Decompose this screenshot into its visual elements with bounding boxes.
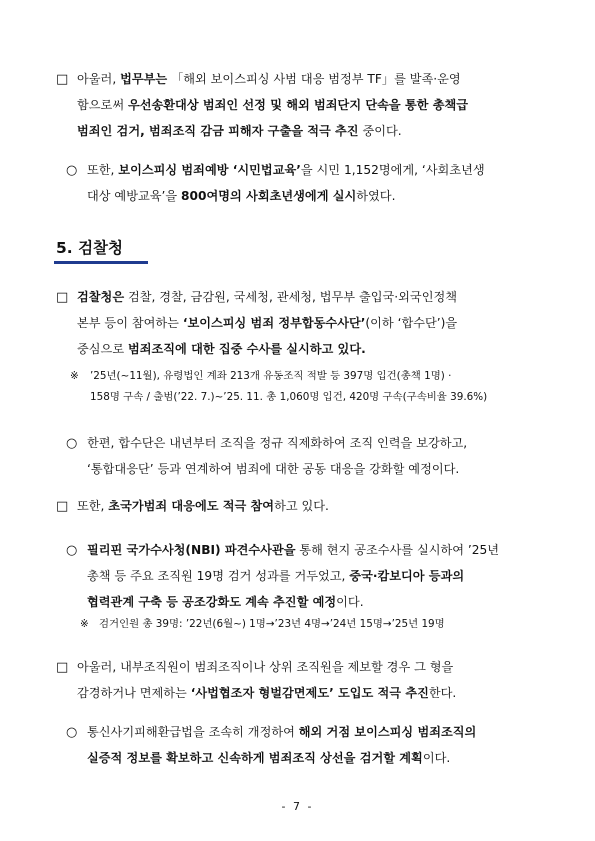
text-run: 총책 등 주요 조직원 19명 검거 성과를 거두었고,: [87, 569, 350, 583]
square-bullet-icon: □: [56, 290, 69, 305]
text-line: [87, 745, 547, 771]
text-run: 한편, 합수단은 내년부터 조직을 정규 직제화하여 조직 인력을 보강하고,: [87, 436, 468, 450]
bold-text: 보이스피싱 범죄예방 ‘시민법교육’: [118, 163, 301, 177]
text-line: [77, 336, 547, 362]
text-run: 함으로써: [77, 98, 128, 112]
text-line: [87, 183, 547, 209]
bold-text: 범죄인 검거, 범죄조직 감금 피해자 구출을 적극 추진: [77, 124, 359, 138]
section-title: 5. 검찰청: [56, 239, 123, 257]
text-run: 본부 등이 참여하는: [77, 316, 183, 330]
note-statistics: [90, 366, 550, 408]
text-run: 또한,: [87, 163, 119, 177]
text-line: [77, 310, 547, 336]
text-run: 중이다.: [358, 124, 402, 138]
text-line: [87, 719, 547, 745]
section-heading: [54, 236, 123, 262]
bold-text: 필리핀 국가수사청(NBI) 파견수사관을: [87, 543, 296, 557]
paragraph-refund-act-revision: [87, 719, 547, 771]
circle-bullet-icon: ○: [66, 163, 78, 178]
text-line: [90, 366, 550, 387]
text-run: 158명 구속 / 출범(’22. 7.)~’25. 11. 총 1,060명 입건, 420명 구속(구속비율 39.6%): [90, 391, 488, 403]
paragraph-ministry-tf: [77, 66, 547, 144]
text-run: 하고 있다.: [274, 499, 329, 513]
text-run: 이다.: [336, 595, 364, 609]
text-line: [87, 589, 547, 615]
text-run: 아울러,: [77, 72, 121, 86]
bold-text: 800여명의 사회초년생에게 실시: [181, 189, 357, 203]
bold-text: 검찰청은: [77, 290, 125, 304]
section-underline: [54, 261, 148, 264]
text-run: 아울러, 내부조직원이 범죄조직이나 상위 조직원을 제보할 경우 그 형을: [77, 660, 454, 674]
text-line: [87, 456, 547, 482]
text-run: 검찰, 경찰, 금감원, 국세청, 관세청, 법무부 출입국·외국인정책: [124, 290, 458, 304]
text-run: 대상 예방교육’을: [87, 189, 182, 203]
text-run: ’25년(~11월), 유령법인 계좌 213개 유동조직 적발 등 397명 입건(총책 1명) ·: [90, 370, 452, 382]
bold-text: 해외 거점 보이스피싱 범죄조직의: [298, 725, 477, 739]
bold-text: 중국·캄보디아 등과의: [349, 569, 465, 583]
square-bullet-icon: □: [56, 660, 69, 675]
text-line: [90, 387, 550, 408]
reference-mark-icon: ※: [70, 370, 79, 382]
square-bullet-icon: □: [56, 72, 69, 87]
text-run: 중심으로: [77, 342, 128, 356]
text-line: [77, 493, 547, 519]
bold-text: ‘보이스피싱 범죄 정부합동수사단’: [182, 316, 366, 330]
bold-text: 실증적 정보를 확보하고 신속하게 범죄조직 상선을 검거할 계획: [87, 751, 423, 765]
text-run: ‘통합대응단’ 등과 연계하여 범죄에 대한 공동 대응을 강화할 예정이다.: [87, 462, 460, 476]
bold-text: 초국가범죄 대응에도 적극 참여: [108, 499, 275, 513]
text-run: 통해 현지 공조수사를 실시하여 ’25년: [295, 543, 500, 557]
text-run: 「해외 보이스피싱 사범 대응 범정부 TF」를 발족·운영: [167, 72, 461, 86]
bold-text: 협력관계 구축 등 공조강화도 계속 추진할 예정: [87, 595, 337, 609]
text-run: 을 시민 1,152명에게, ‘사회초년생: [300, 163, 485, 177]
paragraph-joint-team-expansion: [87, 430, 547, 482]
text-run: 검거인원 총 39명: ’22년(6월~) 1명→’23년 4명→’24년 15명→’25년 19명: [99, 618, 445, 630]
text-run: 이다.: [422, 751, 451, 765]
text-run: 통신사기피해환급법을 조속히 개정하여: [87, 725, 299, 739]
text-run: 또한,: [77, 499, 109, 513]
text-line: [99, 614, 549, 635]
bold-text: 우선송환대상 범죄인 선정 및 해외 범죄단지 단속을 통한 총책급: [127, 98, 469, 112]
circle-bullet-icon: ○: [66, 436, 78, 451]
text-line: [87, 537, 547, 563]
text-line: [77, 680, 547, 706]
bold-text: 범죄조직에 대한 집중 수사를 실시하고 있다.: [127, 342, 366, 356]
paragraph-informant-leniency: [77, 654, 547, 706]
text-line: [77, 92, 547, 118]
text-line: [87, 430, 547, 456]
page-number: - 7 -: [281, 800, 314, 813]
text-line: [77, 654, 547, 680]
text-line: [77, 66, 547, 92]
paragraph-nbi-cooperation: [87, 537, 547, 615]
text-run: 한다.: [428, 686, 457, 700]
text-run: 감경하거나 면제하는: [77, 686, 191, 700]
text-line: [77, 118, 547, 144]
text-line: [77, 284, 547, 310]
note-arrest-count: [99, 614, 549, 635]
text-line: [87, 157, 547, 183]
text-run: 하였다.: [356, 189, 396, 203]
paragraph-transnational-crime: [77, 493, 547, 519]
square-bullet-icon: □: [56, 499, 69, 514]
bold-text: 법무부는: [120, 72, 168, 86]
circle-bullet-icon: ○: [66, 725, 78, 740]
reference-mark-icon: ※: [80, 618, 89, 630]
paragraph-citizen-education: [87, 157, 547, 209]
text-run: (이하 ‘합수단’)을: [365, 316, 458, 330]
circle-bullet-icon: ○: [66, 543, 78, 558]
bold-text: ‘사법협조자 형벌감면제도’ 도입도 적극 추진: [190, 686, 429, 700]
text-line: [87, 563, 547, 589]
paragraph-prosecution-task-force: [77, 284, 547, 362]
